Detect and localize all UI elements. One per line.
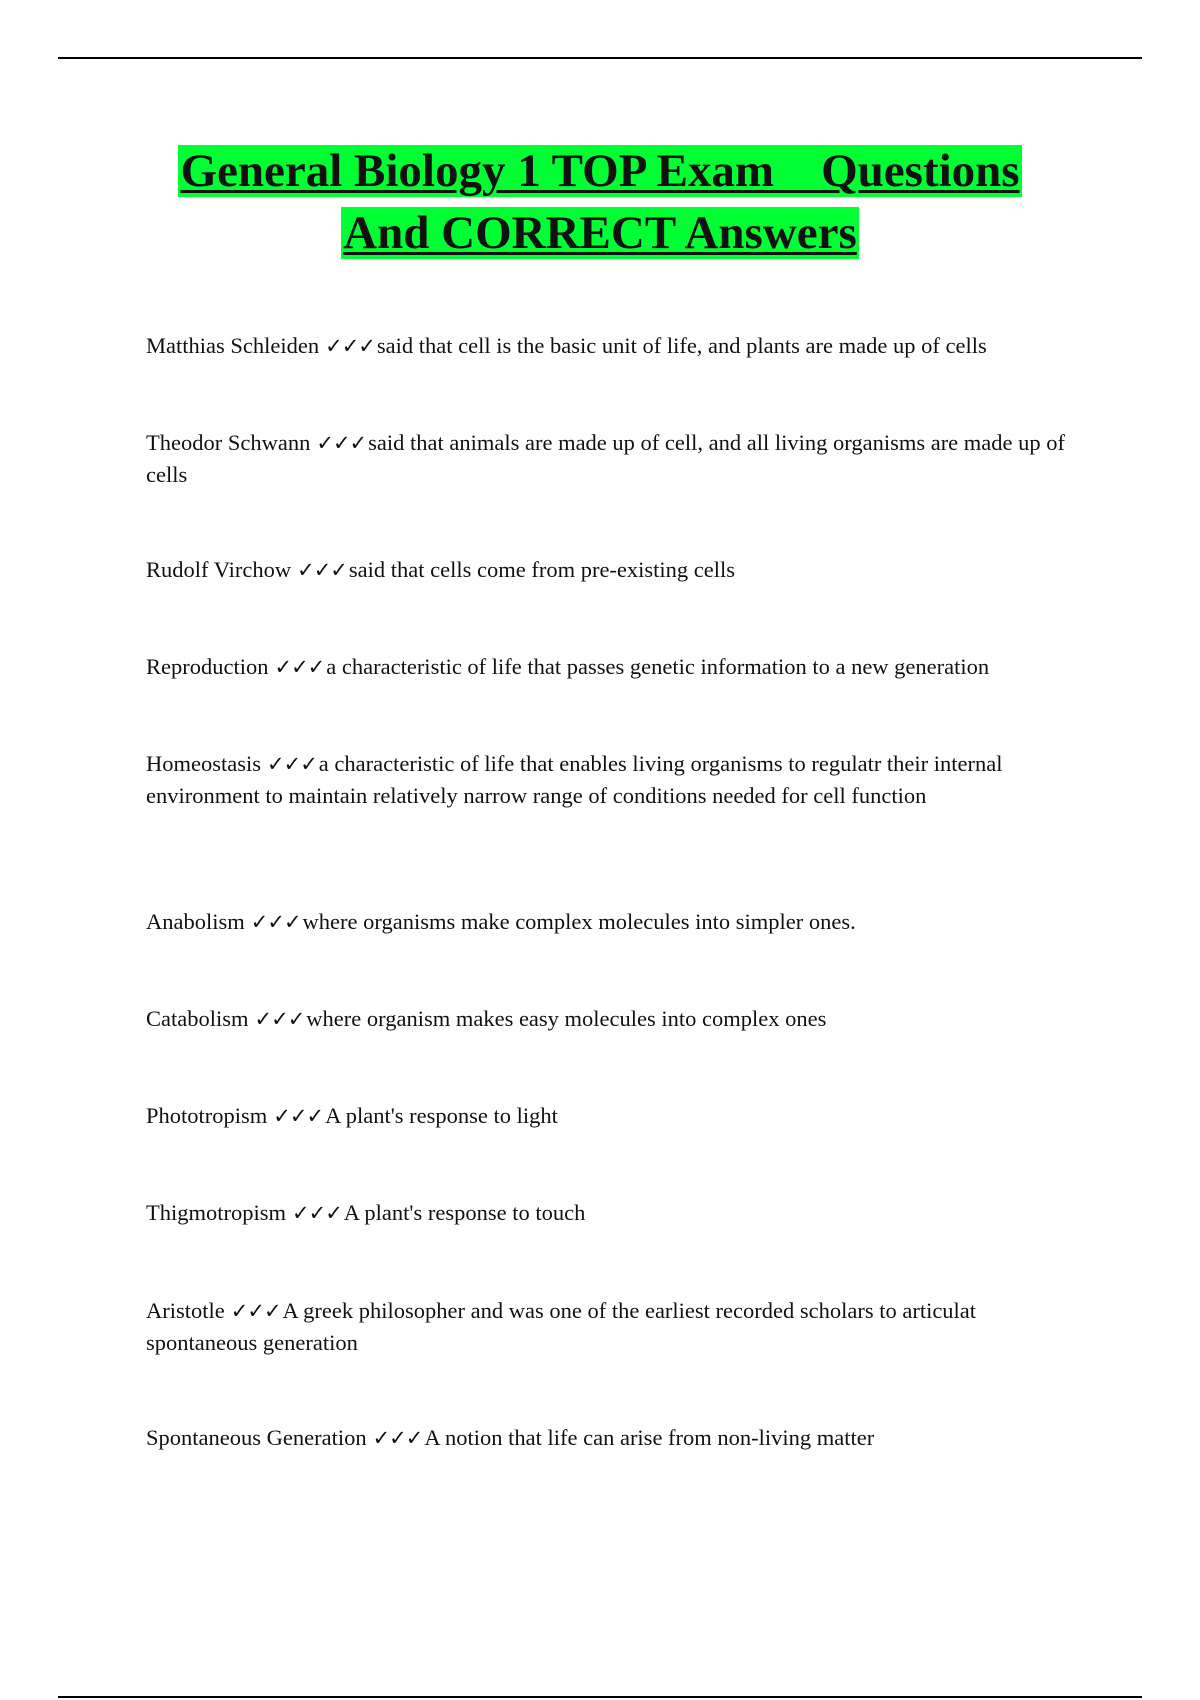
check-icon: ✓✓✓: [254, 1007, 305, 1031]
entry-item: [146, 1422, 1066, 1454]
entry-definition: said that cells come from pre-existing cells: [348, 557, 736, 582]
entry-item: [146, 427, 1066, 490]
entry-item: [146, 330, 1066, 362]
entry-definition: where organisms make complex molecules into simpler ones.: [302, 909, 856, 934]
entry-term: Homeostasis: [146, 751, 261, 776]
entry-term: Spontaneous Generation: [146, 1425, 367, 1450]
check-icon: ✓✓✓: [325, 334, 375, 358]
check-icon: ✓✓✓: [250, 910, 301, 934]
entry-definition: said that cell is the basic unit of life, and plants are made up of cells: [376, 333, 987, 358]
check-icon: ✓✓✓: [273, 1104, 324, 1128]
entry-term: Aristotle: [146, 1298, 225, 1323]
entry-item: [146, 1295, 1066, 1358]
entry-term: Reproduction: [146, 654, 269, 679]
check-icon: ✓✓✓: [274, 655, 325, 679]
entry-definition: said that animals are made up of cell, and all living organisms are made up of cells: [146, 430, 1066, 487]
entry-definition: a characteristic of life that enables living organisms to regulatr their internal environment to maintain relatively narrow range of conditions needed for cell function: [146, 751, 1003, 808]
entry-term: Catabolism: [146, 1006, 249, 1031]
check-icon: ✓✓✓: [372, 1426, 423, 1450]
entry-item: [146, 906, 1066, 938]
entry-definition: where organism makes easy molecules into complex ones: [306, 1006, 827, 1031]
entry-item: [146, 554, 1066, 586]
bottom-rule: [58, 1696, 1142, 1698]
entry-definition: A plant's response to light: [325, 1103, 558, 1128]
check-icon: ✓✓✓: [292, 1201, 342, 1225]
check-icon: ✓✓✓: [297, 558, 347, 582]
entry-item: [146, 1100, 1066, 1132]
title-line-1: General Biology 1 TOP Exam Questions: [180, 145, 1020, 197]
entry-definition: a characteristic of life that passes genetic information to a new generation: [326, 654, 990, 679]
entry-item: [146, 748, 1066, 811]
entry-term: Theodor Schwann: [146, 430, 311, 455]
entry-definition: A plant's response to touch: [343, 1200, 586, 1225]
entry-term: Thigmotropism: [146, 1200, 286, 1225]
entry-term: Rudolf Virchow: [146, 557, 292, 582]
title-line-2: And CORRECT Answers: [343, 207, 857, 259]
document-title: [0, 140, 1200, 264]
entry-item: [146, 1003, 1066, 1035]
entry-definition: A greek philosopher and was one of the earliest recorded scholars to articulat spontaneous generation: [146, 1298, 977, 1355]
entry-item: [146, 1197, 1066, 1229]
entry-term: Matthias Schleiden: [146, 333, 320, 358]
check-icon: ✓✓✓: [230, 1299, 281, 1323]
entry-term: Anabolism: [146, 909, 245, 934]
entry-definition: A notion that life can arise from non-living matter: [424, 1425, 875, 1450]
check-icon: ✓✓✓: [267, 752, 317, 776]
entry-item: [146, 651, 1066, 683]
entry-term: Phototropism: [146, 1103, 268, 1128]
top-rule: [58, 57, 1142, 59]
check-icon: ✓✓✓: [316, 431, 367, 455]
